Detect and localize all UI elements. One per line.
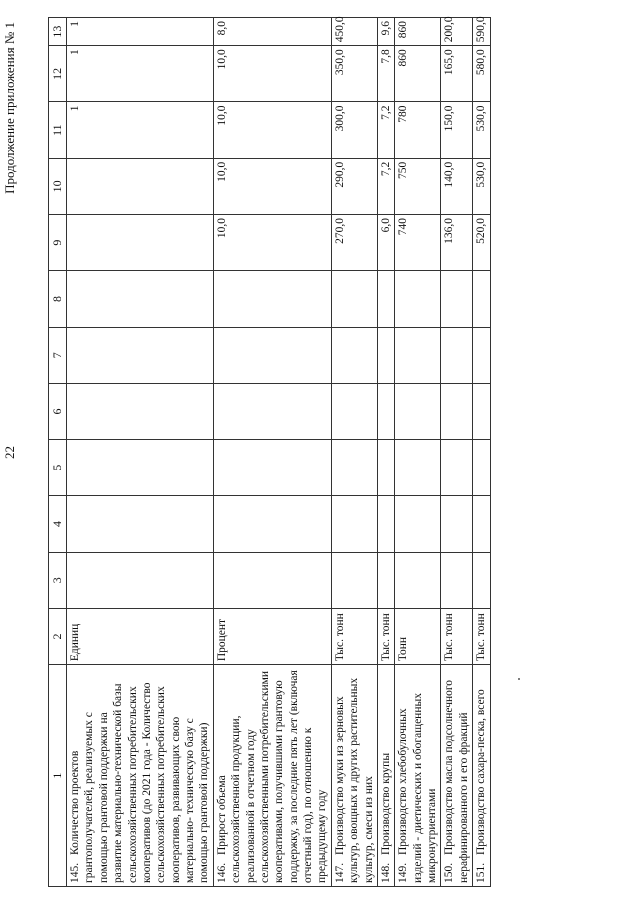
value-cell [377, 271, 394, 327]
value-cell: 780 [395, 102, 441, 158]
continuation-note: Продолжение приложения № 1 [2, 22, 17, 194]
value-cell: 350,0 [331, 46, 377, 102]
col-header: 4 [49, 496, 67, 552]
value-cell [441, 383, 473, 439]
col-header: 5 [49, 440, 67, 496]
value-cell [395, 552, 441, 608]
table-body [67, 18, 491, 887]
value-cell: 7,8 [377, 46, 394, 102]
value-cell: 860 [395, 46, 441, 102]
value-cell: 200,0 [441, 18, 473, 46]
value-cell [67, 271, 214, 327]
indicator-name: Производство муки из зерновых культур, овощных и других растительных культур, смеси из них [333, 677, 375, 883]
value-cell [377, 496, 394, 552]
value-cell: 9,6 [377, 18, 394, 46]
value-cell: 1 [67, 102, 214, 158]
indicator-cell [377, 665, 394, 887]
value-cell: 10,0 [213, 158, 331, 214]
value-cell: 165,0 [441, 46, 473, 102]
indicator-cell [213, 665, 331, 887]
col-header: 13 [49, 18, 67, 46]
value-cell: 10,0 [213, 215, 331, 271]
value-cell [67, 327, 214, 383]
value-cell: 10,0 [213, 46, 331, 102]
indicator-name: Производство хлебобулочных изделий - диетических и обогащенных микронутриентами [397, 693, 438, 883]
table-row [473, 18, 490, 887]
row-number: 147. [333, 862, 346, 883]
value-cell: 750 [395, 158, 441, 214]
unit-cell: Тонн [395, 608, 441, 664]
value-cell [473, 552, 490, 608]
value-cell [213, 440, 331, 496]
value-cell: 450,0 [331, 18, 377, 46]
value-cell: 140,0 [441, 158, 473, 214]
value-cell: 530,0 [473, 102, 490, 158]
value-cell: 300,0 [331, 102, 377, 158]
value-cell [473, 327, 490, 383]
value-cell [331, 383, 377, 439]
indicator-name: Количество проектов грантополучателей, реализуемых с помощью грантовой поддержки на развитие материально-технической базы сельскохозяйственных потребительских кооперативов (до 2021 года - Количество сельскохозяйственных потребительских кооперативов, развивающих свою материально- техническую базу с помощью грантовой поддержки) [69, 682, 211, 883]
col-header: 8 [49, 271, 67, 327]
value-cell [331, 327, 377, 383]
table-row [441, 18, 473, 887]
value-cell: 10,0 [213, 102, 331, 158]
indicator-cell [331, 665, 377, 887]
col-header: 6 [49, 383, 67, 439]
value-cell [395, 383, 441, 439]
unit-cell: Процент [213, 608, 331, 664]
unit-cell: Тыс. тонн [377, 608, 394, 664]
value-cell [331, 552, 377, 608]
unit-cell: Единиц [67, 608, 214, 664]
col-header: 7 [49, 327, 67, 383]
value-cell: 860 [395, 18, 441, 46]
value-cell: 6,0 [377, 215, 394, 271]
row-number: 149. [397, 862, 410, 883]
value-cell: 290,0 [331, 158, 377, 214]
table-row [331, 18, 377, 887]
col-header: 2 [49, 608, 67, 664]
value-cell [67, 496, 214, 552]
value-cell [67, 552, 214, 608]
value-cell: 136,0 [441, 215, 473, 271]
value-cell [377, 383, 394, 439]
col-header: 11 [49, 102, 67, 158]
value-cell: 580,0 [473, 46, 490, 102]
table-row [377, 18, 394, 887]
indicator-cell [441, 665, 473, 887]
value-cell: 1 [67, 46, 214, 102]
value-cell [67, 215, 214, 271]
row-number: 145. [69, 862, 81, 883]
value-cell [473, 496, 490, 552]
value-cell [473, 271, 490, 327]
value-cell: 8,0 [213, 18, 331, 46]
value-cell: 7,2 [377, 158, 394, 214]
value-cell [441, 496, 473, 552]
indicator-name: Производство крупы [379, 752, 392, 855]
page-number: 22 [2, 446, 17, 459]
indicator-cell [473, 665, 490, 887]
value-cell: 590,0 [473, 18, 490, 46]
value-cell [213, 271, 331, 327]
value-cell: 150,0 [441, 102, 473, 158]
value-cell [395, 271, 441, 327]
value-cell [331, 271, 377, 327]
indicator-cell [395, 665, 441, 887]
value-cell: 270,0 [331, 215, 377, 271]
value-cell [67, 440, 214, 496]
value-cell [213, 383, 331, 439]
row-number: 146. [215, 862, 228, 883]
value-cell [473, 440, 490, 496]
indicator-cell [67, 665, 214, 887]
col-header: 9 [49, 215, 67, 271]
value-cell [213, 327, 331, 383]
value-cell [67, 383, 214, 439]
value-cell [67, 158, 214, 214]
row-number: 151. [475, 862, 488, 883]
col-header: 10 [49, 158, 67, 214]
value-cell [441, 552, 473, 608]
value-cell [331, 496, 377, 552]
value-cell [213, 552, 331, 608]
indicator-name: Производство сахара-песка, всего [475, 689, 488, 855]
header-row [49, 18, 67, 887]
value-cell: 1 [67, 18, 214, 46]
indicator-name: Производство масла подсолнечного нерафинированного и его фракций [443, 679, 470, 883]
unit-cell: Тыс. тонн [441, 608, 473, 664]
value-cell [331, 440, 377, 496]
value-cell [213, 496, 331, 552]
unit-cell: Тыс. тонн [473, 608, 490, 664]
value-cell: 7,2 [377, 102, 394, 158]
col-header: 1 [49, 665, 67, 887]
value-cell [377, 552, 394, 608]
table-row [67, 18, 214, 887]
value-cell [377, 327, 394, 383]
scan-speck [518, 678, 520, 680]
table-row [395, 18, 441, 887]
indicator-name: Прирост объема сельскохозяйственной продукции, реализованной в отчетном году сельскохозяйственными потребительскими кооперативами, получившими грантовую поддержку, за последние пять лет (включая отчетный год), по отношению к предыдущему году [215, 670, 329, 883]
value-cell [395, 496, 441, 552]
unit-cell: Тыс. тонн [331, 608, 377, 664]
value-cell [441, 440, 473, 496]
value-cell [441, 327, 473, 383]
row-number: 150. [443, 862, 456, 883]
value-cell [377, 440, 394, 496]
value-cell: 530,0 [473, 158, 490, 214]
row-number: 148. [379, 862, 392, 883]
value-cell [441, 271, 473, 327]
value-cell [473, 383, 490, 439]
value-cell: 520,0 [473, 215, 490, 271]
col-header: 3 [49, 552, 67, 608]
value-cell: 740 [395, 215, 441, 271]
value-cell [395, 327, 441, 383]
col-header: 12 [49, 46, 67, 102]
value-cell [395, 440, 441, 496]
indicators-table [48, 17, 491, 887]
table-row [213, 18, 331, 887]
